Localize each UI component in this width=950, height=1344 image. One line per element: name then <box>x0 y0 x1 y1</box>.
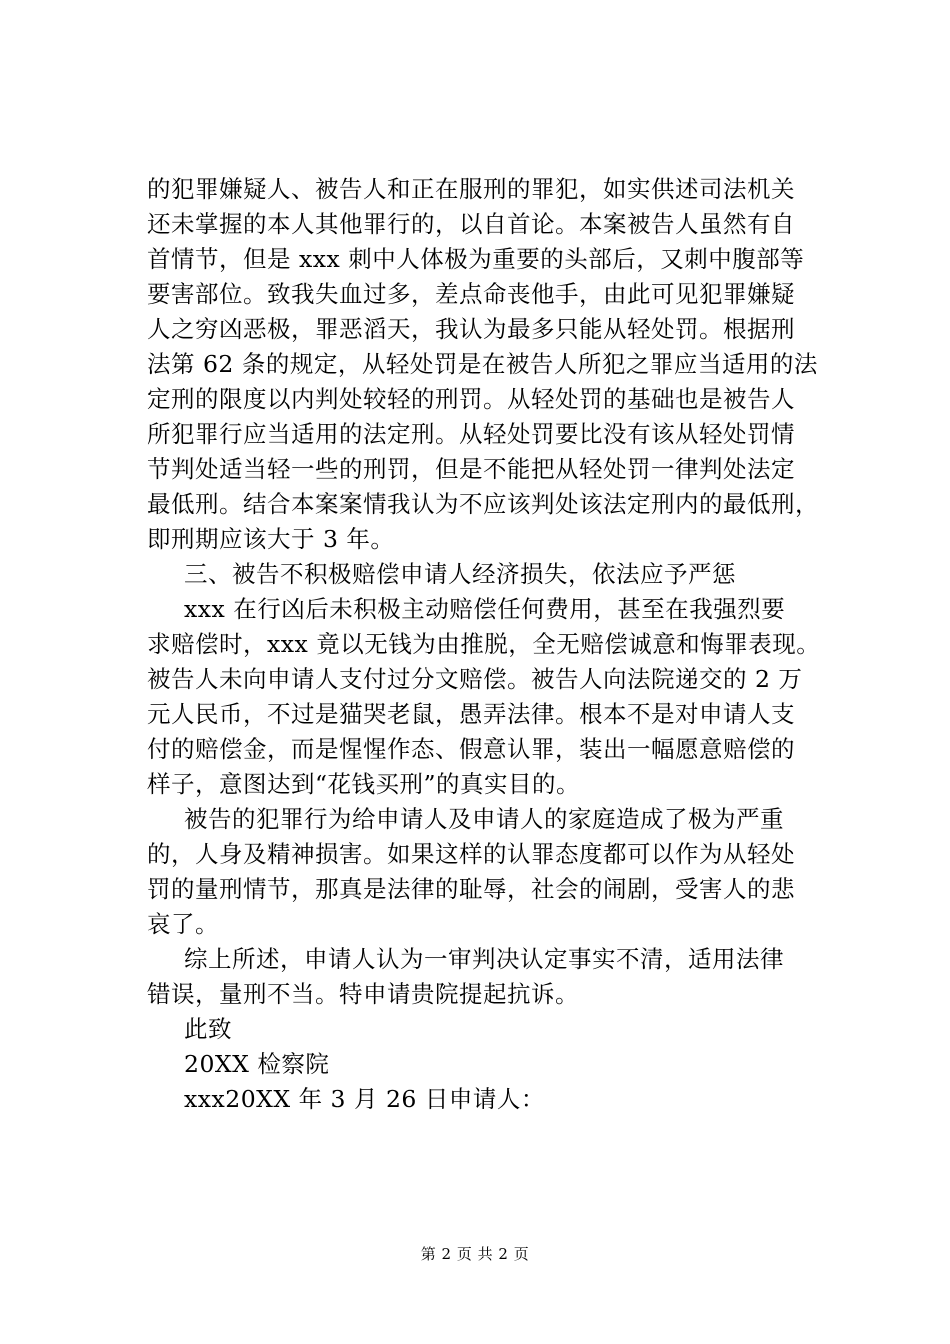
text-line: 付的赔偿金，而是惺惺作态、假意认罪，装出一幅愿意赔偿的 <box>147 735 795 763</box>
text-line: 法第 62 条的规定，从轻处罚是在被告人所犯之罪应当适用的法 <box>147 350 818 378</box>
text-line: 还未掌握的本人其他罪行的，以自首论。本案被告人虽然有自 <box>147 210 795 238</box>
text-line: xxx 在行凶后未积极主动赔偿任何费用，甚至在我强烈要 <box>184 595 786 623</box>
text-line: 要害部位。致我失血过多，差点命丧他手，由此可见犯罪嫌疑 <box>147 280 795 308</box>
text-line: 被告人未向申请人支付过分文赔偿。被告人向法院递交的 2 万 <box>147 665 803 693</box>
text-line: 20XX 检察院 <box>184 1050 330 1078</box>
text-line: 综上所述，申请人认为一审判决认定事实不清，适用法律 <box>184 945 784 973</box>
text-line: 所犯罪行应当适用的法定刑。从轻处罚要比没有该从轻处罚情 <box>147 420 795 448</box>
text-line: 元人民币，不过是猫哭老鼠，愚弄法律。根本不是对申请人支 <box>147 700 795 728</box>
text-line: 被告的犯罪行为给申请人及申请人的家庭造成了极为严重 <box>184 805 784 833</box>
text-line: xxx20XX 年 3 月 26 日申请人： <box>184 1085 545 1113</box>
text-line: 首情节，但是 xxx 刺中人体极为重要的头部后，又刺中腹部等 <box>147 245 805 273</box>
text-line: 三、被告不积极赔偿申请人经济损失，依法应予严惩 <box>184 560 736 588</box>
text-line: 节判处适当轻一些的刑罚，但是不能把从轻处罚一律判处法定 <box>147 455 795 483</box>
text-line: 的，人身及精神损害。如果这样的认罪态度都可以作为从轻处 <box>147 840 795 868</box>
text-line: 罚的量刑情节，那真是法律的耻辱，社会的闹剧，受害人的悲 <box>147 875 795 903</box>
page-number-footer: 第 2 页 共 2 页 <box>420 1245 530 1263</box>
text-line: 哀了。 <box>147 910 219 938</box>
text-line: 最低刑。结合本案案情我认为不应该判处该法定刑内的最低刑， <box>147 490 819 518</box>
document-body <box>147 172 837 1117</box>
text-line: 此致 <box>184 1015 232 1043</box>
text-line: 定刑的限度以内判处较轻的刑罚。从轻处罚的基础也是被告人 <box>147 385 795 413</box>
text-line: 的犯罪嫌疑人、被告人和正在服刑的罪犯，如实供述司法机关 <box>147 175 795 203</box>
text-line: 样子，意图达到“花钱买刑”的真实目的。 <box>147 770 581 798</box>
text-line: 求赔偿时，xxx 竟以无钱为由推脱，全无赔偿诚意和悔罪表现。 <box>147 630 821 658</box>
text-line: 即刑期应该大于 3 年。 <box>147 525 395 553</box>
text-line: 错误，量刑不当。特申请贵院提起抗诉。 <box>147 980 579 1008</box>
text-line: 人之穷凶恶极，罪恶滔天，我认为最多只能从轻处罚。根据刑 <box>147 315 795 343</box>
